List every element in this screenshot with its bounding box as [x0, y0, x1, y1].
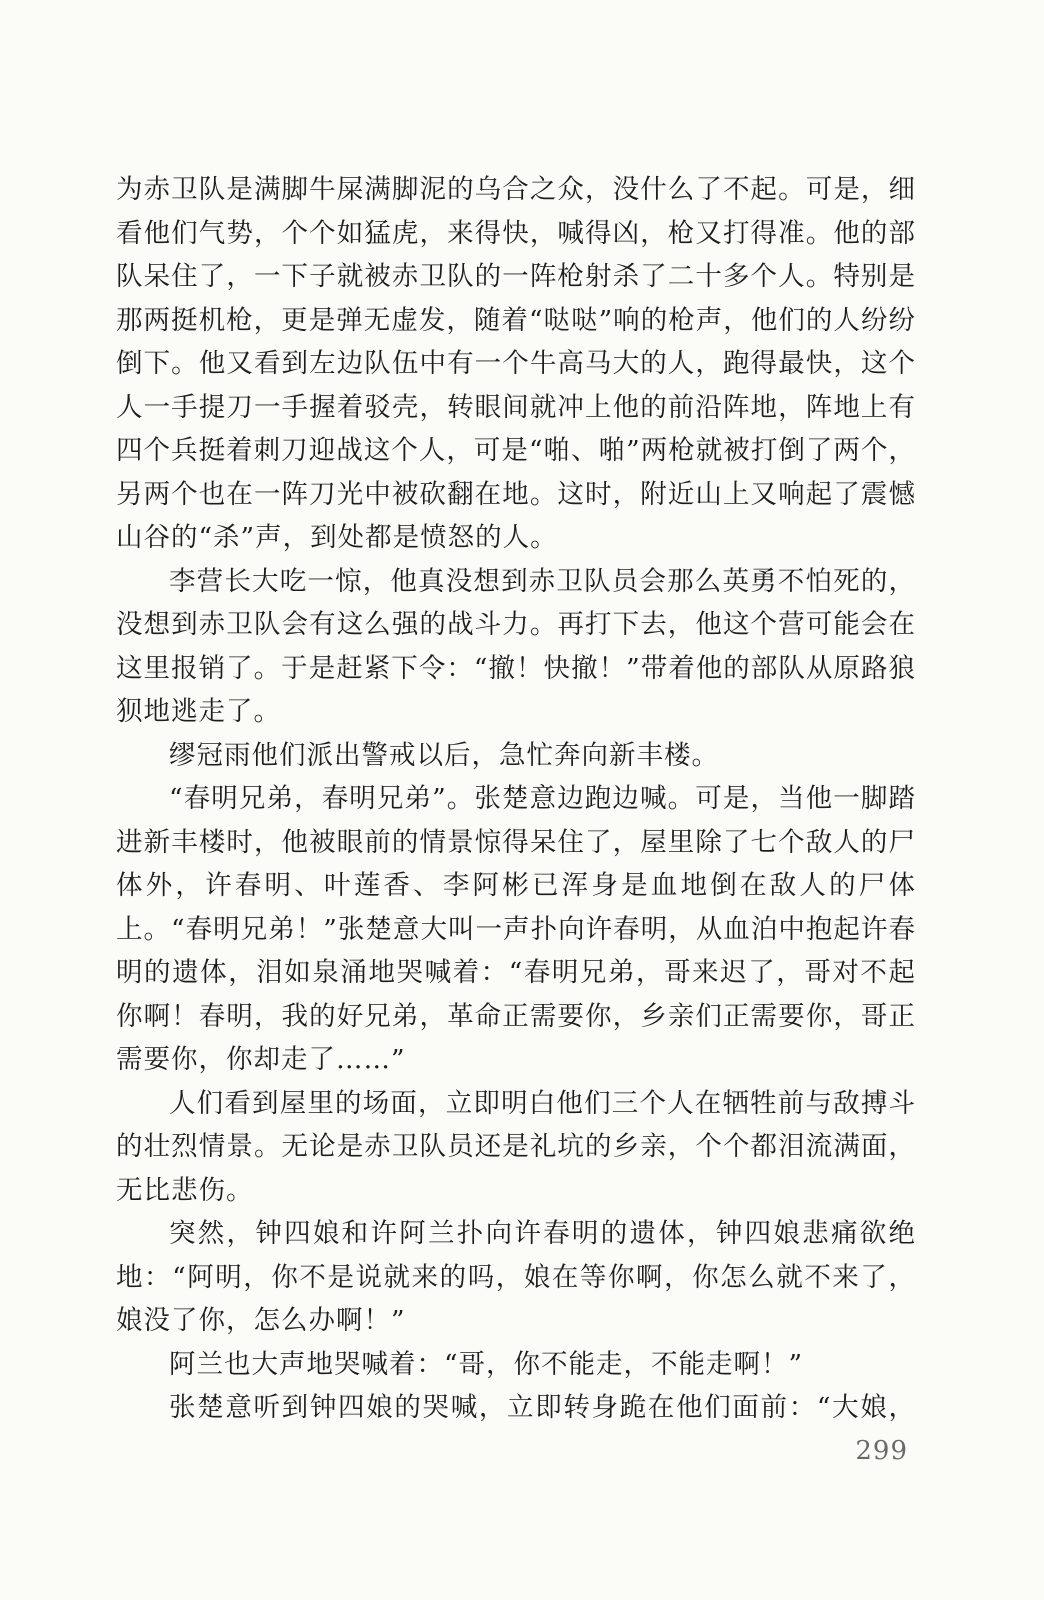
paragraph-5: 人们看到屋里的场面，立即明白他们三个人在牺牲前与敌搏斗的壮烈情景。无论是赤卫队员还是礼坑的乡亲，个个都泪流满面，无比悲伤。 — [116, 1087, 916, 1206]
paragraph-4: “春明兄弟，春明兄弟”。张楚意边跑边喊。可是，当他一脚踏进新丰楼时，他被眼前的情景惊得呆住了，屋里除了七个敌人的尸体外，许春明、叶莲香、李阿彬已浑身是血地倒在敌人的尸体上。“春明兄弟！”张楚意大叫一声扑向许春明，从血泊中抱起许春明的遗体，泪如泉涌地哭喊着：“春明兄弟，哥来迟了，哥对不起你啊！春明，我的好兄弟，革命正需要你，乡亲们正需要你，哥正需要你，你却走了……” — [116, 783, 916, 1075]
paragraph-2: 李营长大吃一惊，他真没想到赤卫队员会那么英勇不怕死的，没想到赤卫队会有这么强的战斗力。再打下去，他这个营可能会在这里报销了。于是赶紧下令：“撤！快撤！”带着他的部队从原路狼狈地逃走了。 — [116, 565, 916, 727]
paragraph-8: 张楚意听到钟四娘的哭喊，立即转身跪在他们面前：“大娘， — [169, 1392, 916, 1423]
paragraph-7: 阿兰也大声地哭喊着：“哥，你不能走，不能走啊！” — [169, 1348, 804, 1380]
paragraph-6: 突然，钟四娘和许阿兰扑向许春明的遗体，钟四娘悲痛欲绝地：“阿明，你不是说就来的吗，娘在等你啊，你怎么就不来了，娘没了你，怎么办啊！” — [116, 1218, 916, 1336]
body-text — [116, 168, 916, 1430]
page-number: 299 — [855, 1436, 908, 1466]
paragraph-3: 缪冠雨他们派出警戒以后，急忙奔向新丰楼。 — [169, 739, 719, 771]
paragraph-1: 为赤卫队是满脚牛屎满脚泥的乌合之众，没什么了不起。可是，细看他们气势，个个如猛虎，来得快，喊得凶，枪又打得准。他的部队呆住了，一下子就被赤卫队的一阵枪射杀了二十多个人。特别是那两挺机枪，更是弹无虚发，随着“哒哒”响的枪声，他们的人纷纷倒下。他又看到左边队伍中有一个牛高马大的人，跑得最快，这个人一手提刀一手握着驳壳，转眼间就冲上他的前沿阵地，阵地上有四个兵挺着刺刀迎战这个人，可是“啪、啪”两枪就被打倒了两个，另两个也在一阵刀光中被砍翻在地。这时，附近山上又响起了震憾山谷的“杀”声，到处都是愤怒的人。 — [116, 174, 916, 553]
